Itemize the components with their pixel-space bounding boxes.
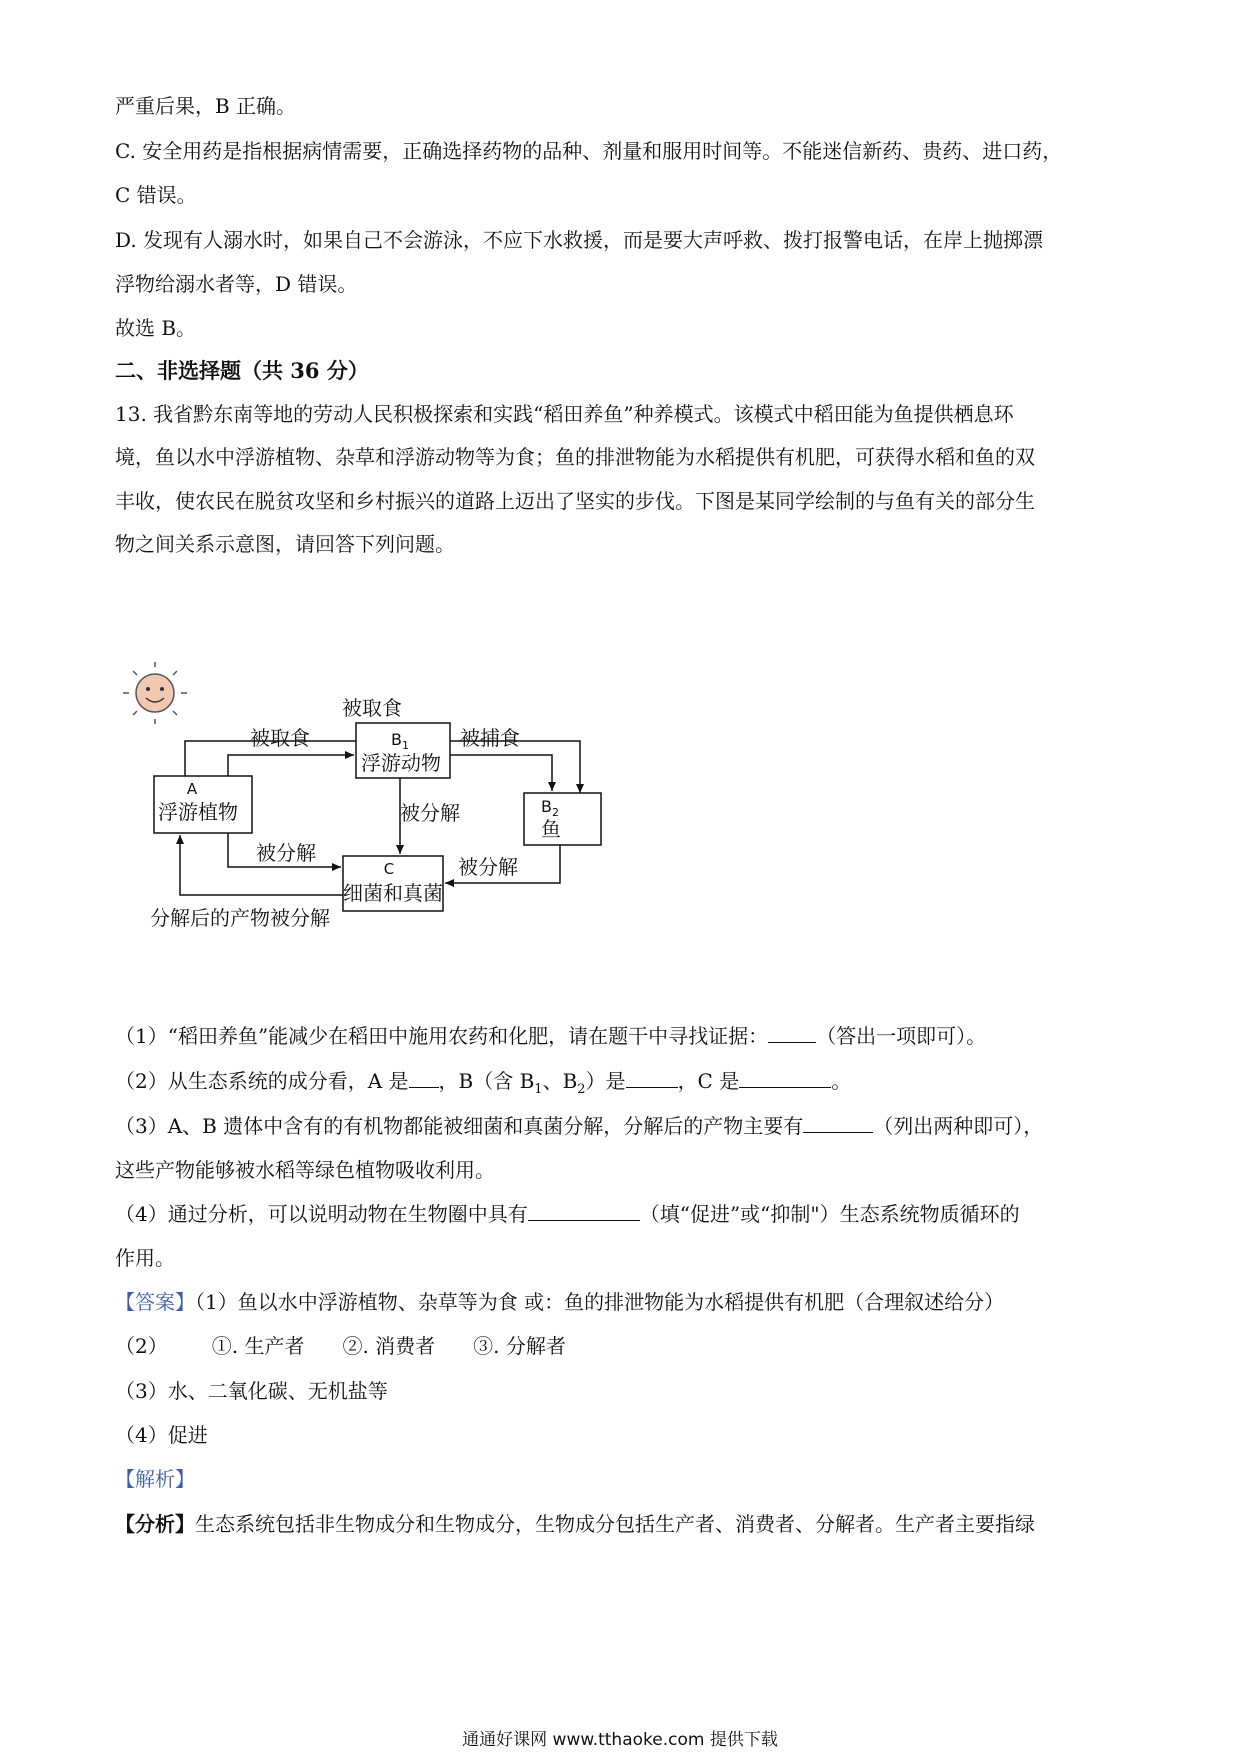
answer-blank <box>803 1114 873 1133</box>
arrow-b1-to-b2 <box>450 755 552 791</box>
subquestion-text: （填“促进”或“抑制"）生态系统物质循环的 <box>639 1202 1020 1226</box>
section-heading: 二、非选择题（共 36 分） <box>115 358 369 383</box>
text-line: D. 发现有人溺水时，如果自己不会游泳，不应下水救援，而是要大声呼救、拨打报警电话，在岸上抛掷漂 <box>115 228 1044 252</box>
answer-text: （4）促进 <box>115 1423 208 1447</box>
text-line: 严重后果，B 正确。 <box>115 94 297 118</box>
subquestion-text: （1）“稻田养鱼”能减少在稻田中施用农药和化肥，请在题干中寻找证据： <box>115 1024 769 1048</box>
subscript: 1 <box>534 1082 543 1097</box>
text-line: C. 安全用药是指根据病情需要，正确选择药物的品种、剂量和服用时间等。不能迷信新药、贵药、进口药， <box>115 139 1063 163</box>
page-footer: 通通好课网 www.tthaoke.com 提供下载 <box>462 1730 778 1750</box>
answer-item: ②. 消费者 <box>342 1334 436 1358</box>
label-a-to-c: 被分解 <box>256 841 316 865</box>
answer-text: （3）水、二氧化碳、无机盐等 <box>115 1379 388 1403</box>
answer-blank <box>739 1069 831 1088</box>
box-c-letter: C <box>383 860 395 878</box>
analysis-line <box>115 1510 1125 1538</box>
subquestion-text: 。 <box>831 1069 852 1093</box>
fenxi-tag: 【分析】 <box>115 1512 195 1536</box>
subquestion-4 <box>115 1200 1125 1228</box>
box-b1-letter: $B_1$ <box>391 730 409 752</box>
label-top-eaten: 被取食 <box>342 696 402 720</box>
answer-text: （1）鱼以水中浮游植物、杂草等为食 或：鱼的排泄物能为水稻提供有机肥（合理叙述给分） <box>195 1290 1005 1314</box>
sun-icon <box>123 662 187 724</box>
subquestion-3 <box>115 1112 1125 1140</box>
subquestion-text: ，B（含 B <box>438 1069 535 1093</box>
answer-blank <box>626 1069 678 1088</box>
analysis-text: 生态系统包括非生物成分和生物成分，生物成分包括生产者、消费者、分解者。生产者主要指绿 <box>195 1512 1035 1536</box>
label-b1-to-c: 被分解 <box>400 801 460 825</box>
answer-label: （2） <box>115 1334 168 1358</box>
text-line: C 错误。 <box>115 183 197 207</box>
label-a-to-b1: 被取食 <box>250 726 310 750</box>
subquestion-text: （2）从生态系统的成分看，A 是 <box>115 1069 409 1093</box>
box-a-letter: A <box>186 780 198 798</box>
box-b2-letter: $B_2$ <box>541 797 559 819</box>
box-c-name: 细菌和真菌 <box>343 881 443 905</box>
question-text: 境，鱼以水中浮游植物、杂草和浮游动物等为食；鱼的排泄物能为水稻提供有机肥，可获得水稻和鱼的双 <box>115 445 1035 469</box>
subquestion-text: 这些产物能够被水稻等绿色植物吸收利用。 <box>115 1158 495 1182</box>
answer-item: ③. 分解者 <box>473 1334 566 1358</box>
text-line: 故选 B。 <box>115 316 197 340</box>
answer-line-1 <box>115 1288 1125 1316</box>
subquestion-1 <box>115 1022 1125 1050</box>
box-b1-name: 浮游动物 <box>361 751 441 775</box>
label-b2-to-c: 被分解 <box>458 855 518 879</box>
box-a-name: 浮游植物 <box>158 800 238 824</box>
answer-blank <box>528 1202 640 1221</box>
subquestion-text: （4）通过分析，可以说明动物在生物圈中具有 <box>115 1202 528 1226</box>
box-b2-name: 鱼 <box>541 817 561 841</box>
ecosystem-diagram <box>110 655 710 975</box>
subquestion-text: 、B <box>542 1069 578 1093</box>
subscript: 2 <box>577 1082 586 1097</box>
subquestion-text: （答出一项即可）。 <box>816 1024 987 1048</box>
label-c-to-a: 分解后的产物被分解 <box>150 906 330 930</box>
question-text: 13. 我省黔东南等地的劳动人民积极探索和实践“稻田养鱼”种养模式。该模式中稻田能为鱼提供栖息环 <box>115 402 1014 426</box>
subquestion-text: ）是 <box>585 1069 626 1093</box>
analysis-tag: 【解析】 <box>115 1467 195 1491</box>
subquestion-text: （3）A、B 遗体中含有的有机物都能被细菌和真菌分解，分解后的产物主要有 <box>115 1114 804 1138</box>
question-text: 丰收，使农民在脱贫攻坚和乡村振兴的道路上迈出了坚实的步伐。下图是某同学绘制的与鱼有关的部分生 <box>115 489 1035 513</box>
answer-blank <box>409 1069 439 1088</box>
subquestion-text: 作用。 <box>115 1246 175 1270</box>
box-b2 <box>524 793 601 845</box>
question-text: 物之间关系示意图，请回答下列问题。 <box>115 532 455 556</box>
label-b1-to-b2: 被捕食 <box>460 726 520 750</box>
arrow-a-to-b1 <box>228 755 354 776</box>
subquestion-2 <box>115 1067 1125 1104</box>
answer-tag: 【答案】 <box>115 1290 195 1314</box>
answer-line-2 <box>115 1332 1125 1360</box>
subquestion-text: ，C 是 <box>677 1069 740 1093</box>
answer-blank <box>768 1024 816 1043</box>
answer-item: ①. 生产者 <box>211 1334 305 1358</box>
text-line: 浮物给溺水者等，D 错误。 <box>115 272 358 296</box>
subquestion-text: （列出两种即可）， <box>873 1114 1044 1138</box>
